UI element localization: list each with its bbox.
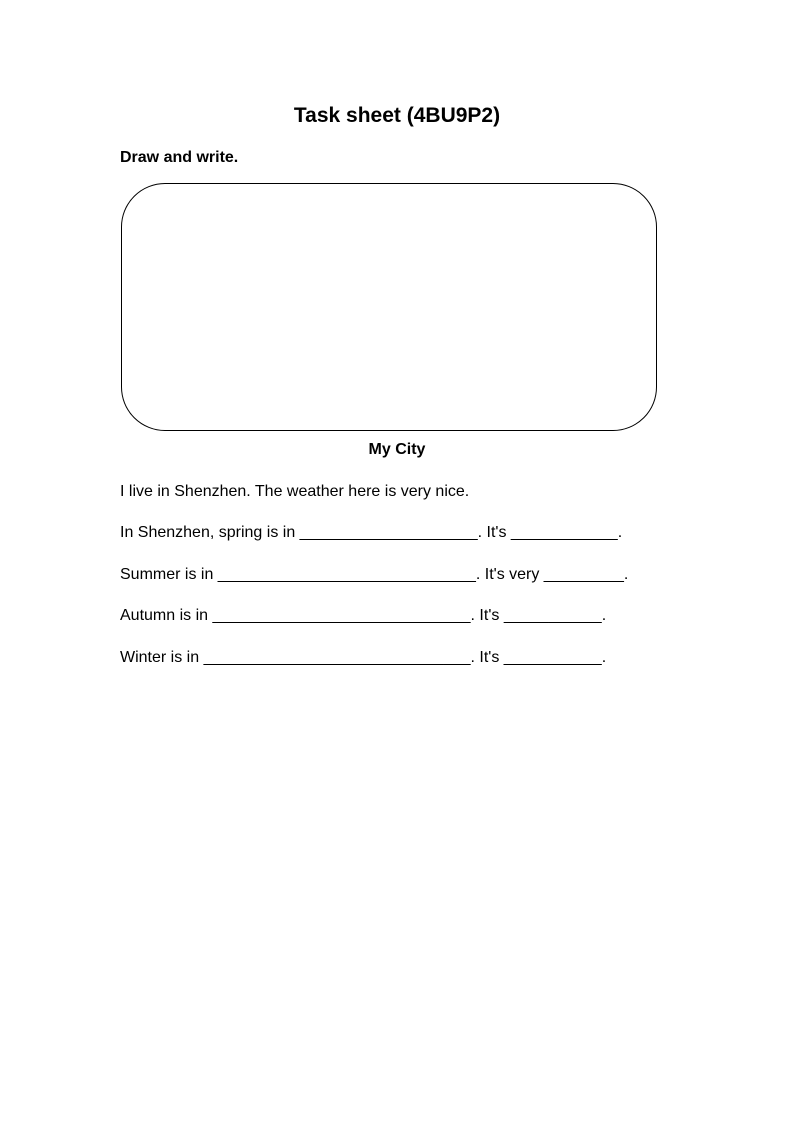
instruction-text: Draw and write. — [120, 149, 239, 166]
sentence-winter: Winter is in ______________________________. It's ___________. — [120, 649, 607, 666]
drawing-area[interactable] — [121, 183, 657, 431]
sentence-autumn: Autumn is in _____________________________. It's ___________. — [120, 607, 607, 624]
sentence-intro: I live in Shenzhen. The weather here is very nice. — [120, 483, 470, 500]
sentence-spring: In Shenzhen, spring is in ____________________. It's ____________. — [120, 524, 623, 541]
sentence-summer: Summer is in _____________________________. It's very _________. — [120, 566, 629, 583]
drawing-caption: My City — [368, 441, 426, 458]
page-title: Task sheet (4BU9P2) — [293, 104, 501, 127]
